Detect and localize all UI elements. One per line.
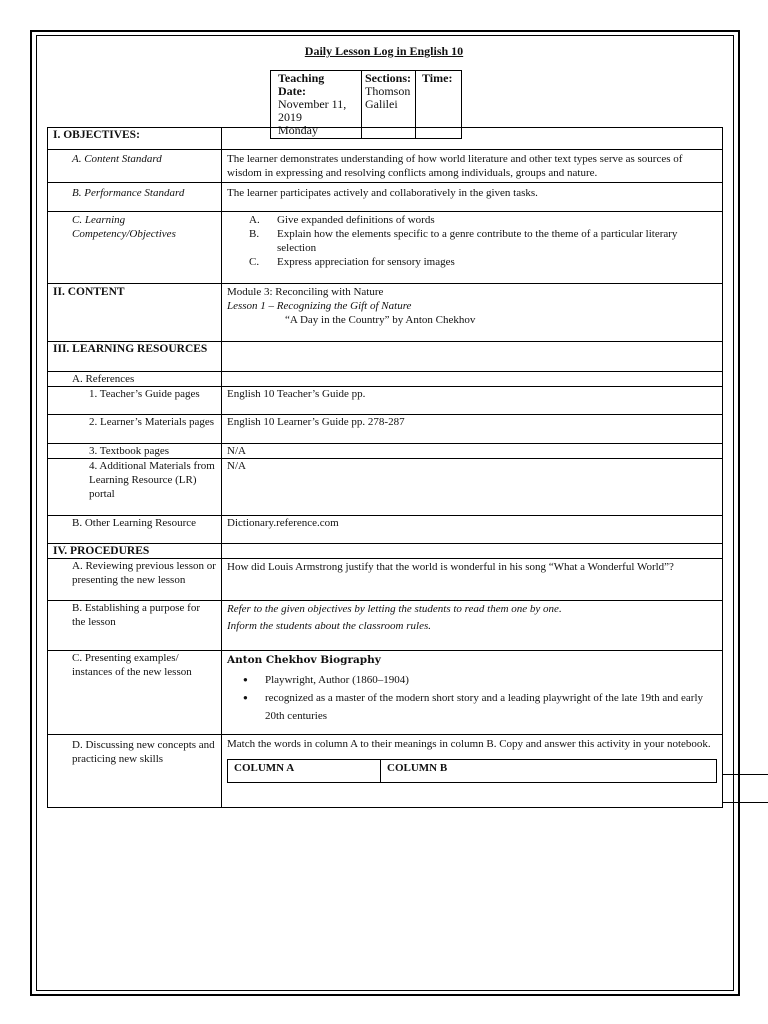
other-resource-value: Dictionary.reference.com [222,516,723,544]
competency-item: C. Express appreciation for sensory images [249,256,455,268]
sections-label: Sections: [365,71,411,85]
biography-item: ● Playwright, Author (1860–1904) [265,671,717,689]
time-label: Time: [422,71,453,85]
procedure-c-cell [222,651,723,735]
procedure-d-cell [222,735,723,808]
learners-materials-label: 2. Learner’s Materials pages [48,415,222,444]
procedure-b-line2: Inform the students about the classroom rules. [227,620,431,632]
additional-materials-label: 4. Additional Materials from Learning Resource (LR) portal [48,459,222,516]
references-empty-cell [222,372,723,387]
objectives-empty-cell [222,128,723,150]
procedure-c-label: C. Presenting examples/ instances of the new lesson [48,651,222,735]
content-standard-text: The learner demonstrates understanding of how world literature and other text types serve as sources of wisdom in expressing and resolving conflicts among individuals, groups and nature. [222,150,723,183]
content-standard-label: A. Content Standard [48,150,222,183]
document-title: Daily Lesson Log in English 10 [304,44,464,58]
teaching-date-value: November 11, 2019 [278,97,347,124]
procedures-empty-cell [222,544,723,559]
performance-standard-text: The learner participates actively and collaboratively in the given tasks. [222,183,723,212]
lesson-title: Lesson 1 – Recognizing the Gift of Nature [227,300,412,312]
competency-label-line2: Competency/Objectives [72,228,176,240]
references-label: A. References [48,372,222,387]
lesson-log-table [47,127,723,808]
biography-list [227,671,717,725]
other-resource-label: B. Other Learning Resource [48,516,222,544]
module-title: Module 3: Reconciling with Nature [227,286,384,298]
learning-resources-heading: III. LEARNING RESOURCES [48,342,222,372]
teaching-day-value: Monday [278,123,318,137]
competency-list [227,213,717,269]
content-heading: II. CONTENT [48,284,222,342]
section-thomson: Thomson [365,84,411,98]
procedures-heading: IV. PROCEDURES [48,544,222,559]
procedure-d-label: D. Discussing new concepts and practicing new skills [48,735,222,808]
teachers-guide-label: 1. Teacher’s Guide pages [48,387,222,415]
competency-item: B. Explain how the elements specific to a genre contribute to the theme of a particular literary selection [249,228,678,254]
story-title: “A Day in the Country” by Anton Chekhov [285,314,476,326]
procedure-b-label: B. Establishing a purpose for the lesson [48,601,222,651]
teaching-date-label: Teaching Date: [278,71,325,98]
teachers-guide-value: English 10 Teacher’s Guide pp. [222,387,723,415]
objectives-heading: I. OBJECTIVES: [48,128,222,150]
textbook-value: N/A [222,444,723,459]
procedure-b-cell [222,601,723,651]
additional-materials-value: N/A [222,459,723,516]
procedure-a-text: How did Louis Armstrong justify that the world is wonderful in his song “What a Wonderful World”? [222,559,723,601]
column-b-header: COLUMN B [381,760,717,783]
textbook-label: 3. Textbook pages [48,444,222,459]
procedure-d-text: Match the words in column A to their meanings in column B. Copy and answer this activity in your notebook. [227,738,711,750]
section-galilei: Galilei [365,97,398,111]
learners-materials-value: English 10 Learner’s Guide pp. 278-287 [222,415,723,444]
column-a-header: COLUMN A [228,760,381,783]
learning-resources-empty-cell [222,342,723,372]
procedure-b-line1: Refer to the given objectives by letting the students to read them one by one. [227,603,562,615]
competency-item: A. Give expanded definitions of words [249,214,435,226]
content-cell [222,284,723,342]
performance-standard-label: B. Performance Standard [48,183,222,212]
biography-item: ● recognized as a master of the modern short story and a leading playwright of the late 19th and early 20th centuries [265,689,717,725]
overflow-line [723,802,768,803]
procedure-a-label: A. Reviewing previous lesson or presenting the new lesson [48,559,222,601]
overflow-line [723,774,768,775]
competency-label-line1: C. Learning [72,214,126,226]
biography-title: Anton Chekhov Biography [227,654,381,666]
competency-list-cell [222,212,723,284]
matching-columns-table [227,759,717,783]
competency-label [48,212,222,284]
